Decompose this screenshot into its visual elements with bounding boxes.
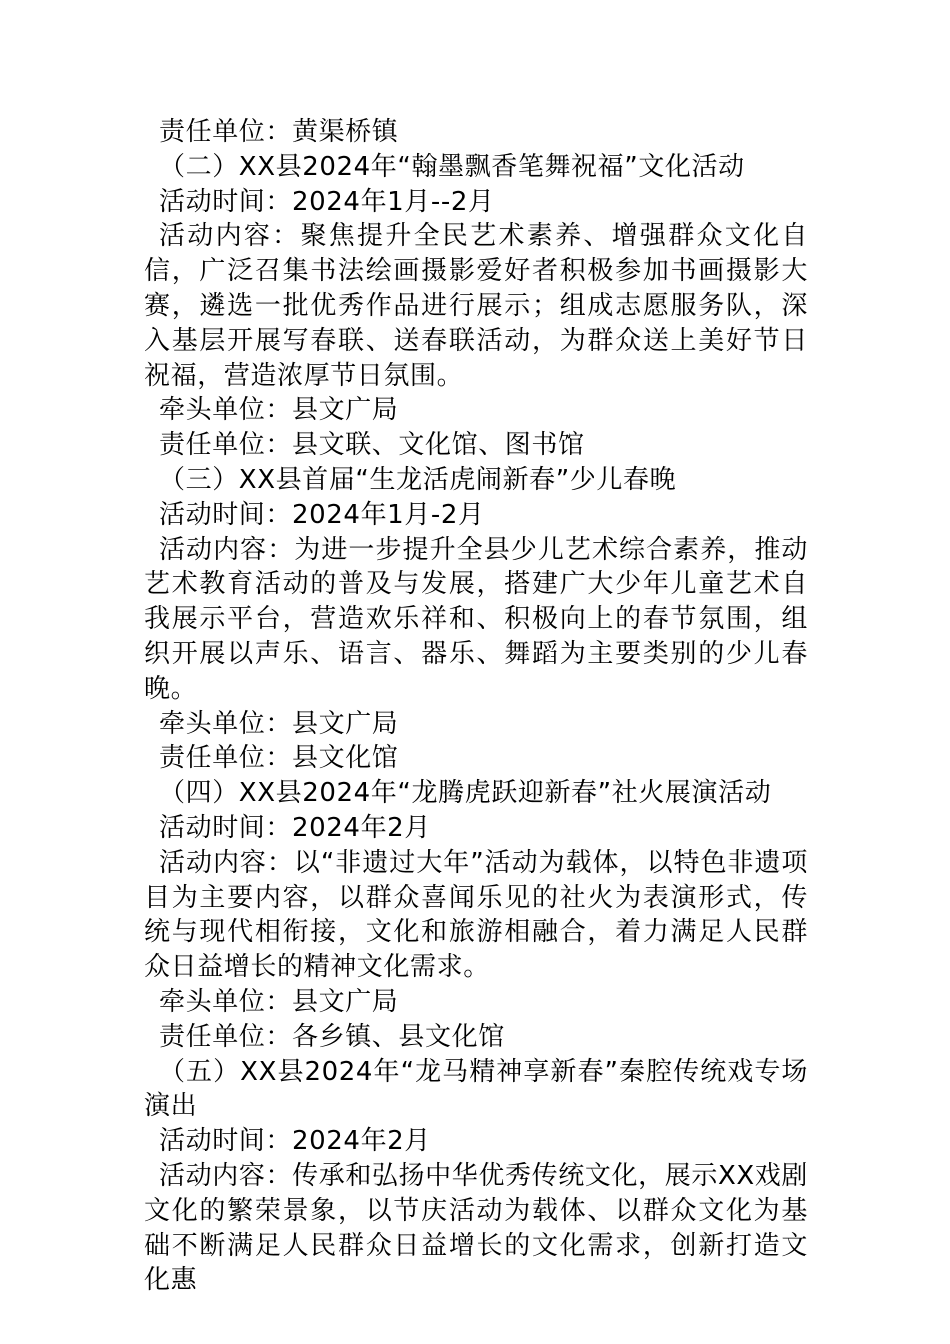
document-body [144,115,808,1298]
section-heading-5: （五）XX县2024年“龙马精神享新春”秦腔传统戏专场演出 [144,1056,808,1122]
paragraph-activity-content-5: 活动内容：传承和弘扬中华优秀传统文化，展示XX戏剧文化的繁荣景象，以节庆活动为载体、以群众文化为基础不断满足人民群众日益增长的文化需求，创新打造文化惠 [144,1160,808,1296]
paragraph-activity-content-3: 活动内容：为进一步提升全县少儿艺术综合素养，推动艺术教育活动的普及与发展，搭建广大少年儿童艺术自我展示平台，营造欢乐祥和、积极向上的春节氛围，组织开展以声乐、语言、器乐、舞蹈为主要类别的少儿春晚。 [144,534,808,704]
paragraph-activity-content-4: 活动内容：以“非遗过大年”活动为载体，以特色非遗项目为主要内容，以群众喜闻乐见的社火为表演形式，传统与现代相衔接，文化和旅游相融合，着力满足人民群众日益增长的精神文化需求。 [144,847,808,983]
paragraph-responsible-unit-4: 责任单位：各乡镇、县文化馆 [159,1021,505,1052]
paragraph-activity-time-4: 活动时间：2024年2月 [159,812,431,843]
section-heading-4: （四）XX县2024年“龙腾虎跃迎新春”社火展演活动 [159,778,772,809]
paragraph-activity-time-5: 活动时间：2024年2月 [159,1126,431,1157]
paragraph-responsible-unit-3: 责任单位：县文化馆 [159,743,399,774]
paragraph-responsible-unit-1: 责任单位：黄渠桥镇 [159,117,399,147]
paragraph-activity-time-3: 活动时间：2024年1月-2月 [159,499,485,530]
paragraph-activity-content-2: 活动内容：聚焦提升全民艺术素养、增强群众文化自信，广泛召集书法绘画摄影爱好者积极参加书画摄影大赛，遴选一批优秀作品进行展示；组成志愿服务队，深入基层开展写春联、送春联活动，为群众送上美好节日祝福，营造浓厚节日氛围。 [144,221,808,391]
paragraph-lead-unit-3: 牵头单位：县文广局 [159,708,399,739]
paragraph-lead-unit-2: 牵头单位：县文广局 [159,395,399,426]
paragraph-lead-unit-4: 牵头单位：县文广局 [159,986,399,1017]
paragraph-responsible-unit-2: 责任单位：县文联、文化馆、图书馆 [159,430,585,461]
section-heading-3: （三）XX县首届“生龙活虎闹新春”少儿春晚 [159,464,677,495]
section-heading-2: （二）XX县2024年“翰墨飘香笔舞祝福”文化活动 [159,151,745,182]
paragraph-activity-time-2: 活动时间：2024年1月--2月 [159,186,495,217]
